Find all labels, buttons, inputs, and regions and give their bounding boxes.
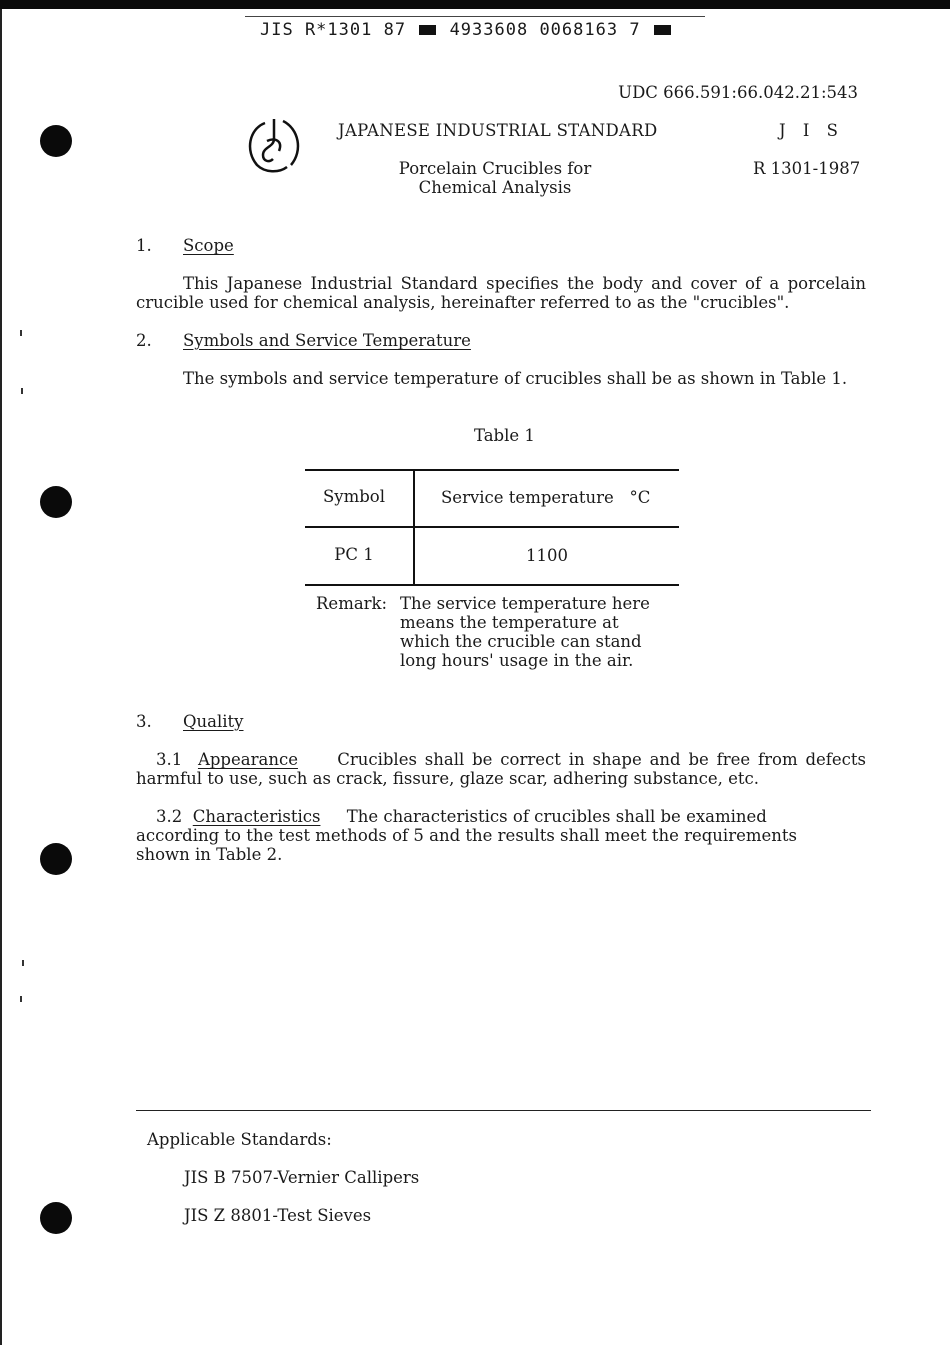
- subsection-3-1: [136, 750, 866, 788]
- catalog-barcode-line: [260, 20, 673, 40]
- scan-speck: [20, 330, 22, 336]
- scan-speck: [20, 996, 22, 1002]
- subsection-number: 3.1: [156, 750, 183, 769]
- subsection-title: Appearance: [197, 750, 298, 769]
- scan-speck: [22, 960, 24, 966]
- table-rule-top: [305, 469, 679, 471]
- section-number: 2.: [136, 331, 152, 350]
- binder-hole: [40, 1202, 72, 1234]
- barcode-block: [654, 25, 671, 35]
- subsection-number: 3.2: [156, 807, 183, 826]
- scan-left-edge: [0, 9, 2, 1345]
- table-column-divider: [413, 469, 415, 586]
- table-rule-bottom: [305, 584, 679, 586]
- section-number: 1.: [136, 236, 152, 255]
- section-title: Quality: [183, 712, 244, 731]
- binder-hole: [40, 125, 72, 157]
- subsection-3-2: [136, 807, 836, 864]
- organization-name: JAPANESE INDUSTRIAL STANDARD: [338, 121, 658, 140]
- section-1-text: This Japanese Industrial Standard specifies the body and cover of a porcelain crucible used for chemical analysis, hereinafter referred to as the "crucibles".: [136, 274, 866, 312]
- barcode-mid-text: 4933608 0068163 7: [449, 20, 641, 40]
- section-3-heading: [136, 712, 244, 731]
- binder-hole: [40, 486, 72, 518]
- table-rule-mid: [305, 526, 679, 528]
- table-1-caption: Table 1: [474, 426, 535, 445]
- applicable-standard-item: JIS B 7507-Vernier Callipers: [184, 1168, 420, 1187]
- binder-hole: [40, 843, 72, 875]
- table-1: [305, 469, 679, 586]
- section-title: Symbols and Service Temperature: [183, 331, 471, 350]
- table-header-symbol: Symbol: [322, 487, 386, 506]
- header-rule: [245, 16, 705, 17]
- section-title: Scope: [183, 236, 234, 255]
- table-remark-label: Remark:: [316, 594, 388, 613]
- subsection-text: Crucibles shall be correct in shape and be free from defects harmful to use, such as crack, fissure, glaze scar, adhering substance, etc.: [136, 750, 866, 788]
- section-number: 3.: [136, 712, 152, 731]
- barcode-left-text: JIS R*1301 87: [260, 20, 407, 40]
- table-remark-text: The service temperature here means the temperature at which the crucible can stand long hours' usage in the air.: [400, 594, 650, 670]
- table-header-temperature: Service temperature °C: [441, 488, 651, 507]
- table-cell-temperature: 1100: [526, 546, 568, 565]
- udc-code: UDC 666.591:66.042.21:543: [618, 83, 858, 102]
- title-line-1: Porcelain Crucibles for: [398, 159, 592, 178]
- document-title: [360, 159, 630, 197]
- barcode-block: [419, 25, 436, 35]
- table-cell-symbol: PC 1: [334, 545, 374, 564]
- section-2-text: The symbols and service temperature of crucibles shall be as shown in Table 1.: [183, 369, 848, 388]
- subsection-text: The characteristics of crucibles shall be examined according to the test methods of 5 and the results shall meet the requirements shown in Table 2.: [136, 807, 797, 864]
- applicable-standard-item: JIS Z 8801-Test Sieves: [184, 1206, 372, 1225]
- section-2-heading: [136, 331, 471, 350]
- jis-logo-icon: [243, 115, 305, 177]
- applicable-standards-label: Applicable Standards:: [147, 1130, 332, 1149]
- section-1-heading: [136, 236, 234, 255]
- scan-top-border: [0, 0, 950, 9]
- standard-number: R 1301-1987: [753, 159, 861, 178]
- title-line-2: Chemical Analysis: [418, 178, 572, 197]
- subsection-title: Characteristics: [192, 807, 321, 826]
- scan-speck: [21, 388, 23, 394]
- jis-mark: J I S: [779, 121, 844, 140]
- footer-rule: [136, 1110, 871, 1111]
